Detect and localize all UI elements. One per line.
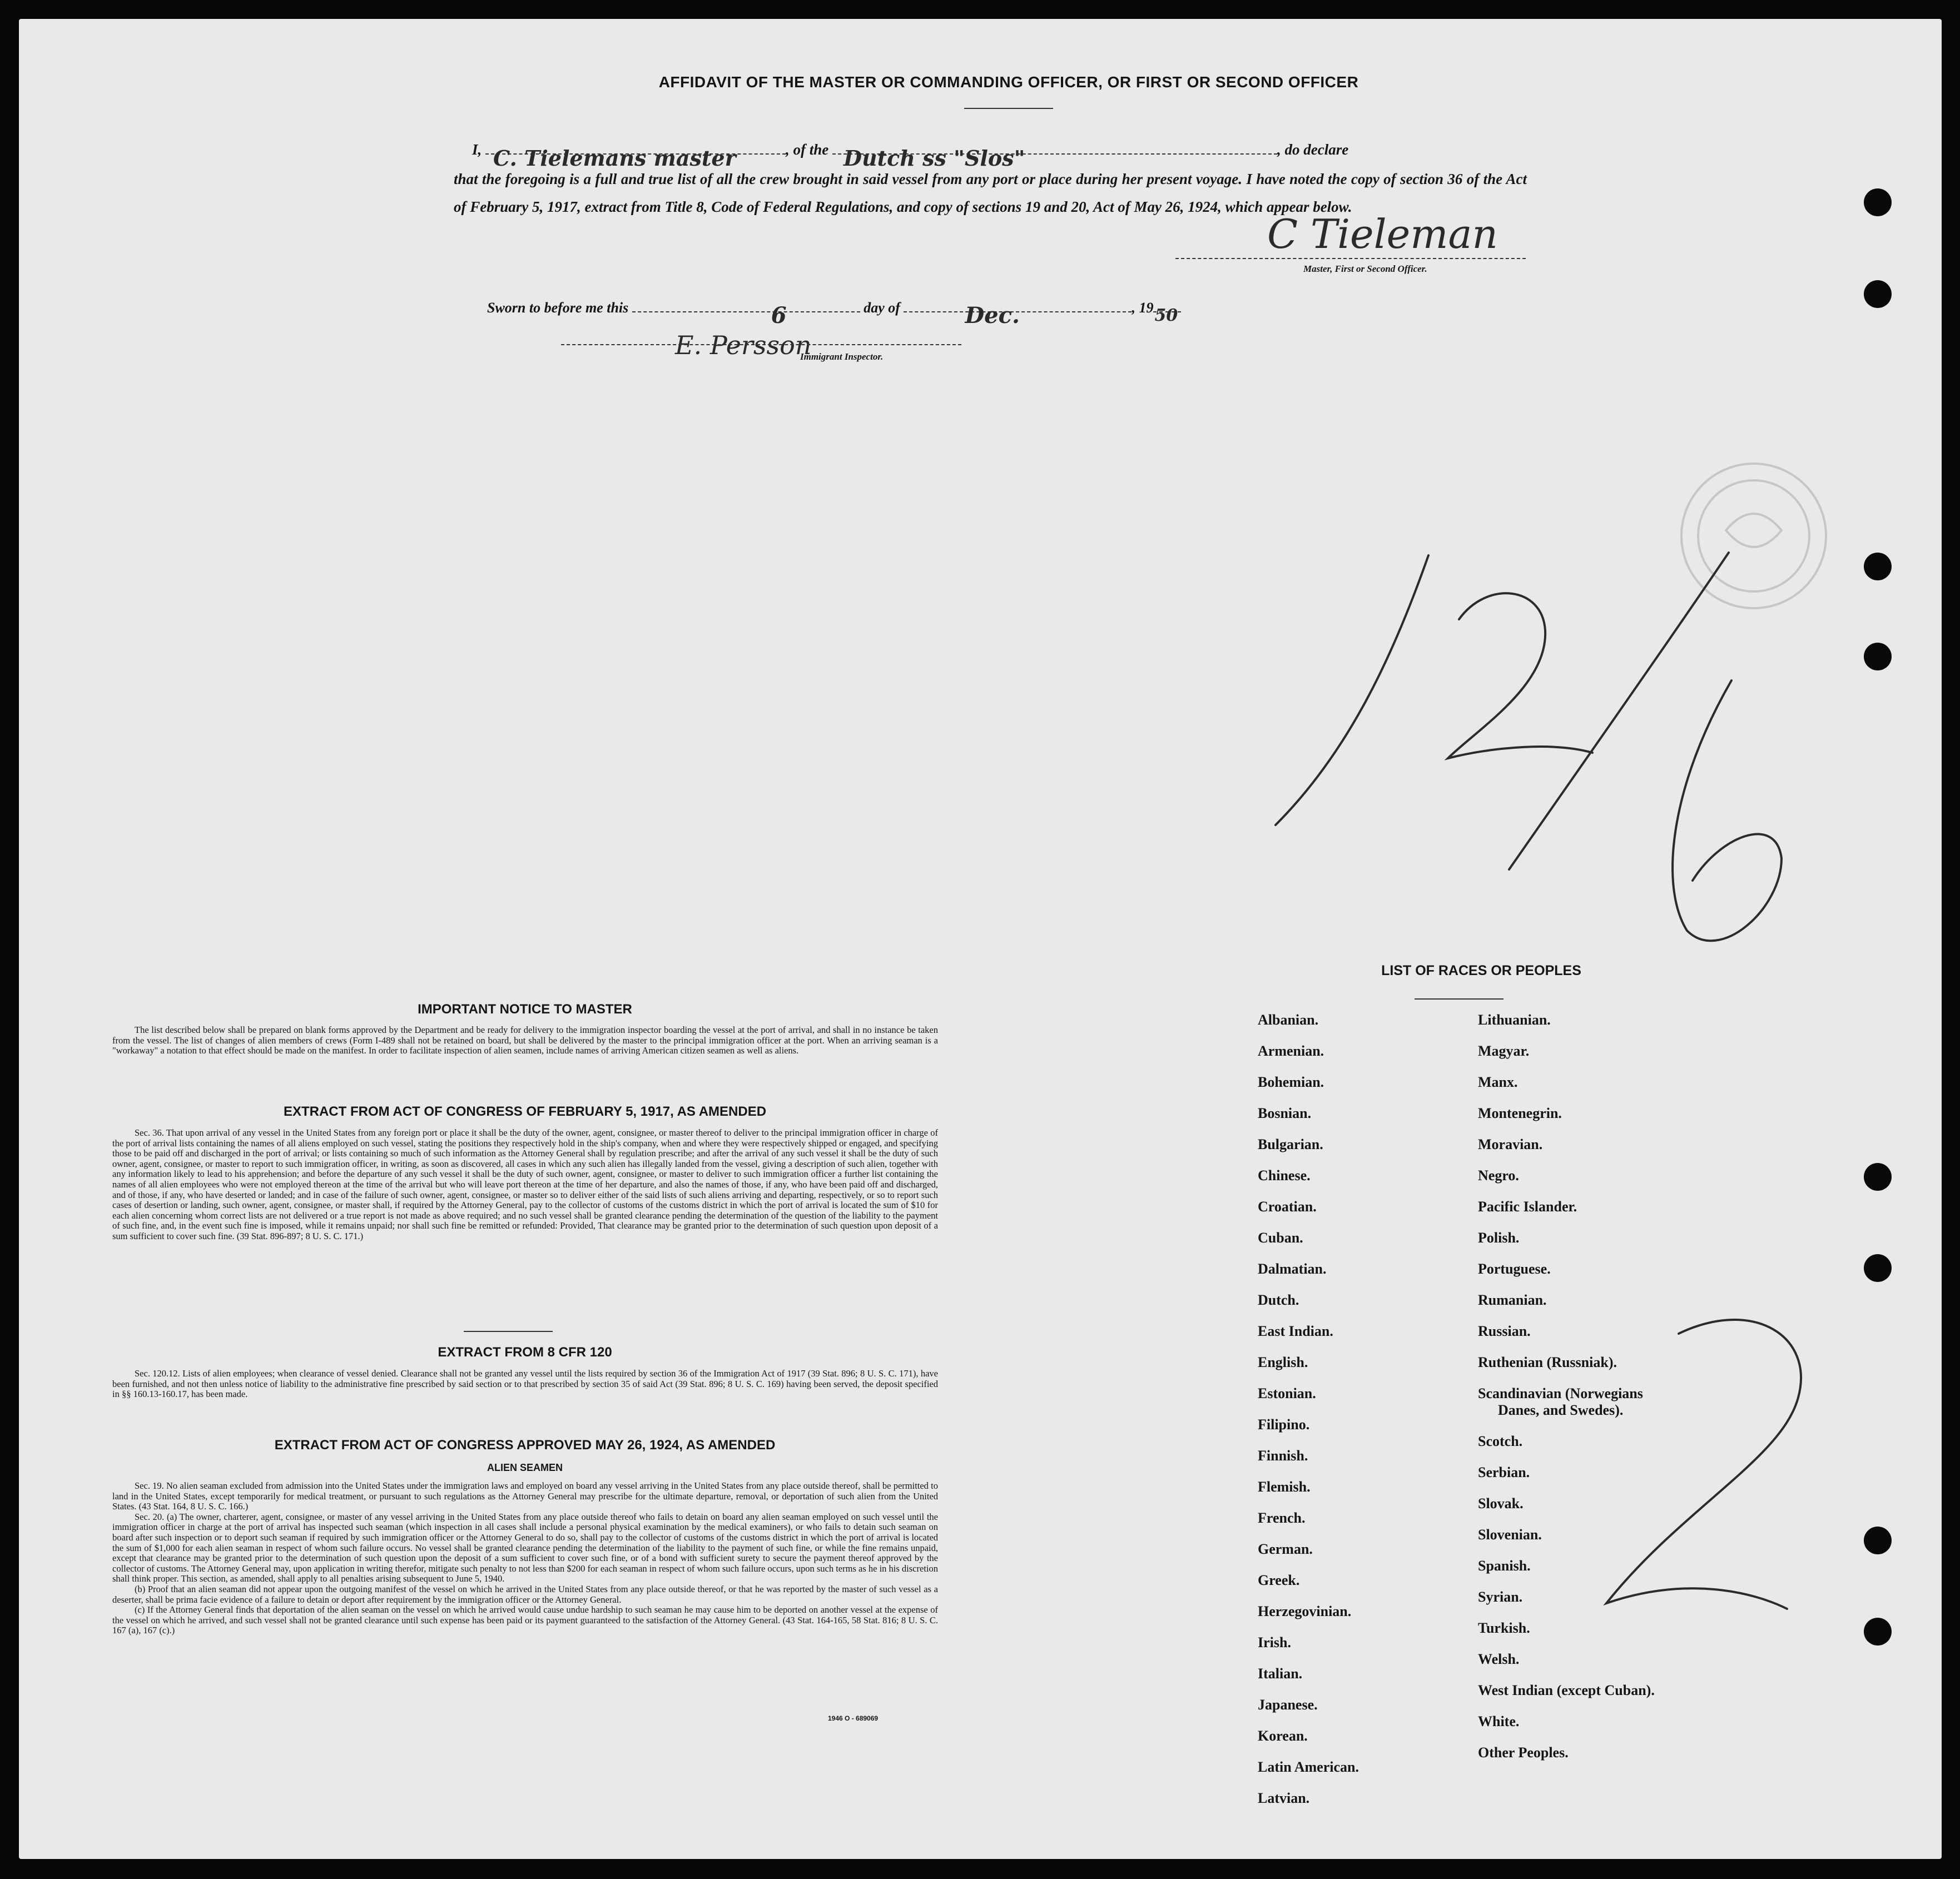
section-20c: (c) If the Attorney General finds that deportation of the alien seaman on the vessel on which he arrived would cause undue hardship to such seaman he may cause him to be deported on another vessel at the expense of the vessel on which he arrived, and such vessel shall not be granted clearance until such expense has been paid or its payment guaranteed to the satisfaction of the Attorney General. (43 Stat. 164-165, 58 Stat. 816; 8 U. S. C. 167 (a), 167 (c).) [112,1604,938,1636]
race-item: Latvian. [1258,1790,1310,1806]
customs-seal-stamp [1681,464,1826,608]
race-item: Filipino. [1258,1416,1310,1433]
race-item: Danes, and Swedes). [1498,1402,1624,1418]
race-item: Irish. [1258,1634,1291,1651]
race-item: Welsh. [1478,1651,1520,1667]
race-item: Bohemian. [1258,1074,1324,1090]
race-item: Dalmatian. [1258,1261,1327,1277]
race-item: Slovak. [1478,1495,1524,1512]
race-item: Herzegovinian. [1258,1603,1352,1619]
section-19: Sec. 19. No alien seaman excluded from admission into the United States under the immigration laws and employed on board any vessel arriving in the United States from any place outside thereof, shall be permitted to land in the United States, except temporarily for medical treatment, or pursuant to such regulations as the Attorney General may prescribe for the ultimate departure, removal, or deportation of such alien from the United States. (43 Stat. 164, 8 U. S. C. 166.) [112,1480,938,1512]
race-item: Korean. [1258,1728,1308,1744]
race-item: Scotch. [1478,1433,1523,1449]
race-item: East Indian. [1258,1323,1333,1339]
sworn-prefix: Sworn to before me this [487,300,629,316]
sworn-day-of: day of [864,300,900,316]
affidavit-body: that the foregoing is a full and true list of all the crew brought in said vessel from any port or place during her present voyage. I have noted the copy of section 36 of the Act of February 5, 1917, extract from Title 8, Code of Federal Regulations, and copy of sections 19 and 20, Act of May 26, 1924, which appear below. [454,171,1527,215]
race-item: Ruthenian (Russniak). [1478,1354,1617,1370]
race-item: Moravian. [1478,1136,1543,1152]
divider [464,1331,553,1332]
race-item: French. [1258,1510,1306,1526]
race-item: Magyar. [1478,1043,1530,1059]
extract-cfr-body [112,1369,938,1400]
extract-cfr-title: EXTRACT FROM 8 CFR 120 [438,1345,612,1360]
sworn-year-prefix: , 19 [1132,300,1154,316]
race-item: Dutch. [1258,1292,1299,1308]
alien-seamen-subtitle: ALIEN SEAMEN [487,1462,563,1473]
race-item: Pacific Islander. [1478,1199,1577,1215]
race-item: Slovenian. [1478,1527,1542,1543]
races-title-underline [1415,998,1504,1000]
master-signature: C Tieleman [1267,211,1498,257]
races-title: LIST OF RACES OR PEOPLES [1381,963,1581,978]
section-120-12: Sec. 120.12. Lists of alien employees; when clearance of vessel denied. Clearance shall not be granted any vessel until the lists required by section 36 of the Immigration Act of 1917 (39 Stat. 896; 8 U. S. C. 171), have been furnished, and not then unless notice of liability to the administrative fine prescribed by said section or to that prescribed by section 35 of said Act (39 Stat. 896; 8 U. S. C. 169) having been served, the deposit specified in §§ 160.13-160.17, has been made. [112,1368,938,1400]
inspector-signature: E. Persson [675,330,812,360]
races-right-column [1478,1005,1655,1768]
race-item: Japanese. [1258,1697,1318,1713]
notice-paragraph: The list described below shall be prepared on blank forms approved by the Department and be ready for delivery to the immigration inspector boarding the vessel at the port of arrival, and shall in no instance be taken from the vessel. The list of changes of alien members of crews (Form I-489 shall not be retained on board, but shall be delivered by the master to the principal immigration officer at the port. When an arriving seaman is a "workaway" a notation to that effect should be made on the manifest. In order to facilitate inspection of alien seamen, include names of arriving American citizen seamen as well as aliens. [112,1025,938,1056]
race-item: Syrian. [1478,1589,1523,1605]
races-left-column [1258,1005,1359,1814]
race-item: West Indian (except Cuban). [1478,1682,1655,1698]
declaration-prefix: I, [472,141,482,158]
race-item: Turkish. [1478,1620,1530,1636]
race-item: Bulgarian. [1258,1136,1323,1152]
race-item: Lithuanian. [1478,1012,1551,1028]
race-item: Cuban. [1258,1230,1303,1246]
affidavit-title: AFFIDAVIT OF THE MASTER OR COMMANDING OFFICER, OR FIRST OR SECOND OFFICER [658,73,1359,91]
section-36: Sec. 36. That upon arrival of any vessel in the United States from any foreign port or place it shall be the duty of the owner, agent, consignee, or master thereof to deliver to the principal immigration officer in charge of the port of arrival lists containing the names of all aliens employed on such vessel, stating the positions they respectively hold in the ship's company, when and where they were respectively shipped or engaged, and specifying those to be paid off and discharged in the port of arrival; or lists containing so much of such information as the Attorney General shall by regulation prescribe; and after the arrival of any such vessel it shall be the duty of such owner, agent, consignee, or master to report to such immigration officer, in writing, as soon as discovered, all cases in which any such alien has illegally landed from the vessel, giving a description of such alien, together with any information likely to lead to his apprehension; and before the departure of any such vessel it shall be the duty of such owner, agent, consignee, or master to deliver to such immigration officer a further list containing the names of all alien employees who were not employed thereon at the time of the arrival but who will leave port thereon at the time of her departure, and also the names of those, if any, who have been paid off and discharged, and of those, if any, who have deserted or landed; and in case of the failure of such owner, agent, consignee, or master so to deliver either of the said lists of such aliens arriving and departing, respectively, or so to report such cases of desertion or landing, such owner, agent, consignee, or master shall, if required by the Attorney General, pay to the collector of customs of the customs district in which the port of arrival is located the sum of $10 for each alien concerning whom correct lists are not delivered or a true report is not made as above required; and no such vessel shall be granted clearance pending the determination of the question of the liability to the payment of such fine, and, in the event such fine is imposed, while it remains unpaid; nor shall such fine be remitted or refunded: Provided, That clearance may be granted prior to the determination of such question upon deposit of a sum sufficient to cover such fine. (39 Stat. 896-897; 8 U. S. C. 171.) [112,1127,938,1241]
race-item: Polish. [1478,1230,1520,1246]
race-item: Montenegrin. [1478,1105,1562,1121]
race-item: Spanish. [1478,1558,1531,1574]
race-item: Serbian. [1478,1464,1530,1480]
race-item: Latin American. [1258,1759,1359,1775]
master-name-handwriting: C. Tielemans master [493,146,736,171]
section-20a: Sec. 20. (a) The owner, charterer, agent, consignee, or master of any vessel arriving in the United States from any place outside thereof who fails to detain on board any alien seaman employed on such vessel until the immigration officer in charge at the port of arrival has inspected such seaman (which inspection in all cases shall include a personal physical examination by the medical examiners), or who fails to detain such seaman on board after such inspection or to deport such seaman if required by such immigration officer or the Attorney General to do so, shall pay to the collector of customs of the customs district in which the port of arrival is located the sum of $1,000 for each alien seaman in respect of whom such failure occurs. No vessel shall be granted clearance pending the determination of the liability to the payment of such fine, or while the fine remains unpaid, except that clearance may be granted prior to the determination of such question upon the deposit of a sum sufficient to cover such fine, or of a bond with sufficient surety to secure the payment thereof approved by the collector of customs. The Attorney General may, upon application in writing therefor, mitigate such penalty to not less than $200 for each seaman in respect of whom such failure occurs, upon such terms as he in his discretion shall think proper. This section, as amended, shall apply to all penalties arising subsequent to June 5, 1940. [112,1511,938,1584]
vessel-name-handwriting: Dutch ss "Slos" [843,146,1025,171]
printer-mark: 1946 O - 689069 [828,1714,879,1722]
race-item: German. [1258,1541,1313,1557]
race-item: Albanian. [1258,1012,1319,1028]
document-page [19,19,1942,1859]
race-item: Greek. [1258,1572,1300,1588]
race-item: White. [1478,1713,1520,1729]
race-item: Scandinavian (Norwegians [1478,1385,1643,1401]
race-item: Estonian. [1258,1385,1316,1401]
sworn-day-handwriting: 6 [771,302,787,329]
declaration-suffix: , do declare [1277,141,1349,158]
race-item: Finnish. [1258,1448,1308,1464]
section-20b: (b) Proof that an alien seaman did not appear upon the outgoing manifest of the vessel on which he arrived in the United States from any place outside thereof, or that he was reported by the master of such vessel as a deserter, shall be prima facie evidence of a failure to detain or deport after requirement by the immigration officer or the Attorney General. [112,1583,938,1605]
page-number-126-strokes [1276,553,1782,941]
race-item: Flemish. [1258,1479,1311,1495]
sworn-month-handwriting: Dec. [965,302,1020,329]
race-item: Chinese. [1258,1167,1311,1184]
race-item: Portuguese. [1478,1261,1551,1277]
declaration-of: , of the [786,141,829,158]
notice-body [112,1025,938,1056]
extract-1924-body [112,1481,938,1636]
race-item: Bosnian. [1258,1105,1312,1121]
race-item: Italian. [1258,1666,1303,1682]
inspector-caption: Immigrant Inspector. [800,351,884,362]
signature-caption: Master, First or Second Officer. [1303,264,1427,274]
race-item: Other Peoples. [1478,1744,1569,1761]
extract-1917-body [112,1128,938,1242]
sworn-year-handwriting: 50 [1154,306,1178,325]
race-item: Russian. [1478,1323,1531,1339]
race-item: Negro. [1478,1167,1519,1184]
race-item: Armenian. [1258,1043,1324,1059]
race-item: Rumanian. [1478,1292,1547,1308]
race-item: Manx. [1478,1074,1518,1090]
extract-1924-title: EXTRACT FROM ACT OF CONGRESS APPROVED MAY 26, 1924, AS AMENDED [274,1438,776,1453]
notice-title: IMPORTANT NOTICE TO MASTER [418,1002,632,1017]
race-item: Croatian. [1258,1199,1317,1215]
extract-1917-title: EXTRACT FROM ACT OF CONGRESS OF FEBRUARY 5, 1917, AS AMENDED [283,1104,767,1119]
race-item: English. [1258,1354,1308,1370]
